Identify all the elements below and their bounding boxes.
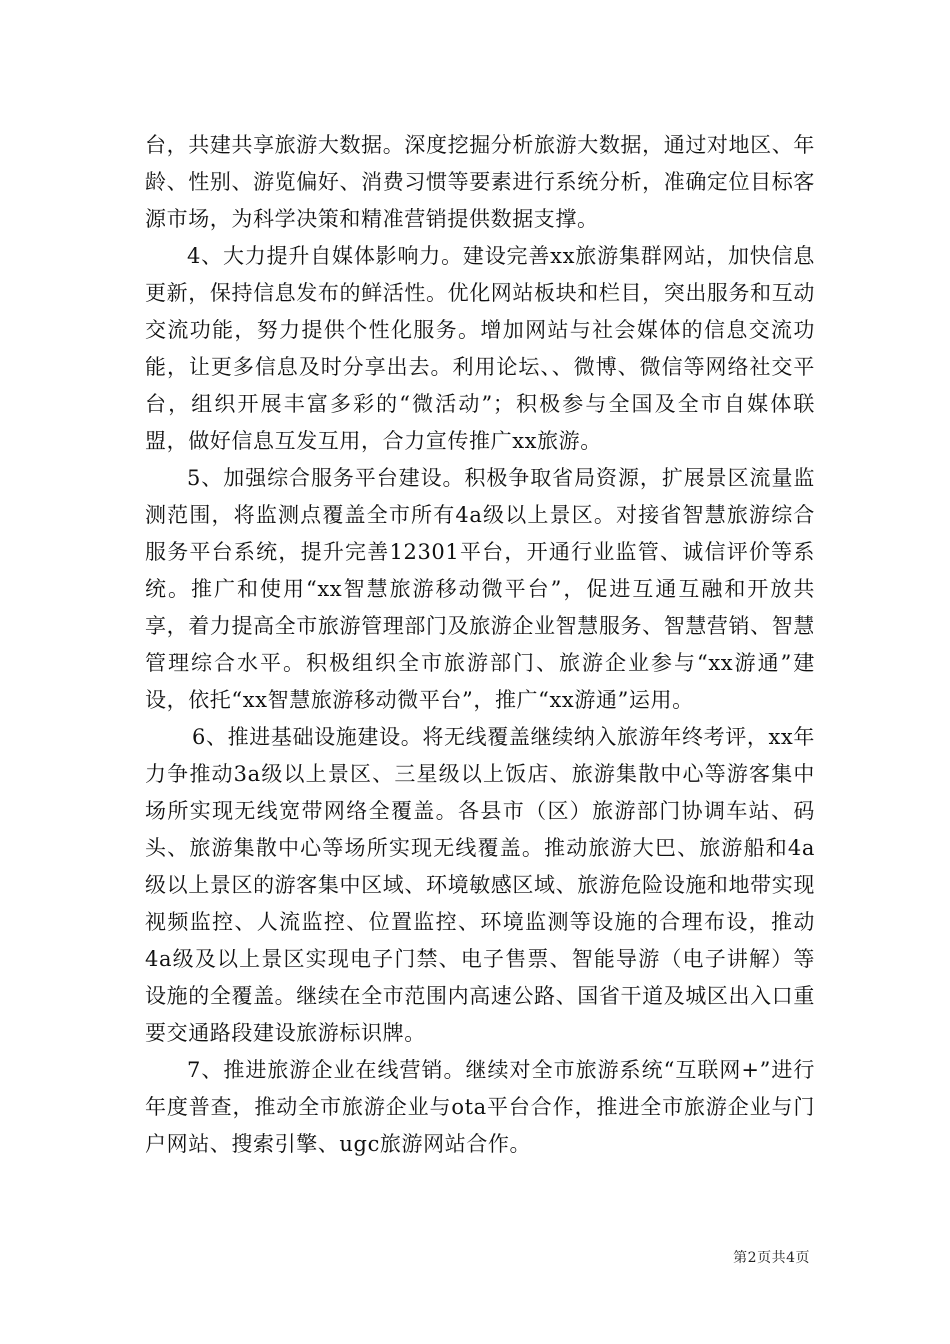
document-body: [145, 127, 815, 1163]
page-number-footer: 第2页共4页: [733, 1250, 810, 1266]
paragraph-item-5: 5、加强综合服务平台建设。积极争取省局资源，扩展景区流量监测范围，将监测点覆盖全市所有4a级以上景区。对接省智慧旅游综合服务平台系统，提升完善12301平台，开通行业监管、诚信评价等系统。推广和使用“xx智慧旅游移动微平台”，促进互通互融和开放共享，着力提高全市旅游管理部门及旅游企业智慧服务、智慧营销、智慧管理综合水平。积极组织全市旅游部门、旅游企业参与“xx游通”建设，依托“xx智慧旅游移动微平台”，推广“xx游通”运用。: [145, 466, 815, 712]
paragraph-continuation: 台，共建共享旅游大数据。深度挖掘分析旅游大数据，通过对地区、年龄、性别、游览偏好、消费习惯等要素进行系统分析，准确定位目标客源市场，为科学决策和精准营销提供数据支撑。: [145, 133, 815, 231]
paragraph-item-4: 4、大力提升自媒体影响力。建设完善xx旅游集群网站，加快信息更新，保持信息发布的鲜活性。优化网站板块和栏目，突出服务和互动交流功能，努力提供个性化服务。增加网站与社会媒体的信息交流功能，让更多信息及时分享出去。利用论坛、、微博、微信等网络社交平台，组织开展丰富多彩的“微活动”；积极参与全国及全市自媒体联盟，做好信息互发互用，合力宣传推广xx旅游。: [145, 244, 815, 453]
paragraph-item-6: 6、推进基础设施建设。将无线覆盖继续纳入旅游年终考评，xx年力争推动3a级以上景区、三星级以上饭店、旅游集散中心等游客集中场所实现无线宽带网络全覆盖。各县市（区）旅游部门协调车站、码头、旅游集散中心等场所实现无线覆盖。推动旅游大巴、旅游船和4a级以上景区的游客集中区域、环境敏感区域、旅游危险设施和地带实现视频监控、人流监控、位置监控、环境监测等设施的合理布设，推动4a级及以上景区实现电子门禁、电子售票、智能导游（电子讲解）等设施的全覆盖。继续在全市范围内高速公路、国省干道及城区出入口重要交通路段建设旅游标识牌。: [145, 725, 815, 1045]
paragraph-item-7: 7、推进旅游企业在线营销。继续对全市旅游系统“互联网+”进行年度普查，推动全市旅游企业与ota平台合作，推进全市旅游企业与门户网站、搜索引擎、ugc旅游网站合作。: [145, 1058, 815, 1156]
